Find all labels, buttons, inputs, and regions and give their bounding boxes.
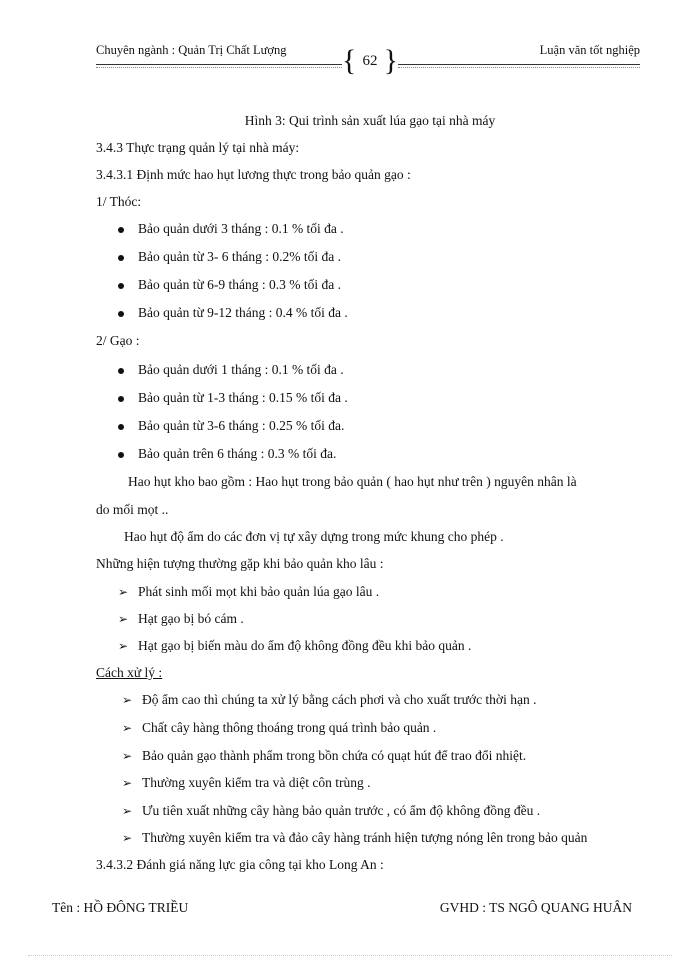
page-number: 62	[362, 53, 378, 69]
bullet-icon	[118, 368, 124, 374]
handling-heading: Cách xử lý :	[96, 665, 163, 680]
footer-rule	[28, 955, 672, 956]
header-left: Chuyên ngành : Quản Trị Chất Lượng	[96, 43, 287, 57]
list-item: Độ ẩm cao thì chúng ta xử lý bằng cách phơi và cho xuất trước thời hạn .	[142, 692, 537, 707]
section-3-4-3-2: 3.4.3.2 Đánh giá năng lực gia công tại kho Long An :	[96, 857, 384, 872]
list-item: Hạt gạo bị biến màu do ẩm độ không đồng đều khi bảo quản .	[138, 638, 472, 653]
list-item: Ưu tiên xuất những cây hàng bảo quản trước , có ẩm độ không đồng đều .	[142, 803, 541, 818]
list-item: Thường xuyên kiểm tra và đảo cây hàng tránh hiện tượng nóng lên trong bảo quản	[142, 830, 588, 845]
bullet-icon	[118, 283, 124, 289]
bullet-icon	[118, 452, 124, 458]
list-item: Bảo quản từ 3-6 tháng : 0.25 % tối đa.	[138, 418, 345, 433]
arrow-bullet-icon: ➢	[118, 612, 129, 626]
arrow-bullet-icon: ➢	[118, 585, 129, 599]
list-item: Bảo quản từ 1-3 tháng : 0.15 % tối đa .	[138, 390, 348, 405]
thoc-heading: 1/ Thóc:	[96, 194, 142, 209]
arrow-bullet-icon: ➢	[122, 831, 133, 845]
list-item: Hạt gạo bị bó cám .	[138, 611, 244, 626]
paragraph-loss-line1: Hao hụt kho bao gồm : Hao hụt trong bảo quản ( hao hụt như trên ) nguyên nhân là	[128, 474, 577, 489]
footer-advisor: GVHD : TS NGÔ QUANG HUÂN	[439, 900, 632, 915]
paragraph-loss-line2: do mối mọt ..	[96, 502, 169, 517]
header-rule-right	[398, 64, 640, 65]
figure-caption: Hình 3: Qui trình sản xuất lúa gạo tại nhà máy	[244, 113, 496, 128]
header-right: Luận văn tốt nghiệp	[539, 43, 640, 57]
bullet-icon	[118, 227, 124, 233]
list-item: Bảo quản trên 6 tháng : 0.3 % tối đa.	[138, 446, 337, 461]
arrow-bullet-icon: ➢	[122, 693, 133, 707]
page-number-box	[342, 44, 398, 78]
arrow-bullet-icon: ➢	[122, 721, 133, 735]
arrow-bullet-icon: ➢	[122, 804, 133, 818]
footer-author: Tên : HỒ ĐÔNG TRIỀU	[52, 900, 189, 915]
arrow-bullet-icon: ➢	[118, 639, 129, 653]
list-item: Phát sinh mối mọt khi bảo quản lúa gạo lâu .	[138, 584, 380, 599]
bullet-icon	[118, 396, 124, 402]
list-item: Bảo quản từ 3- 6 tháng : 0.2% tối đa .	[138, 249, 342, 264]
list-item: Bảo quản gạo thành phẩm trong bồn chứa có quạt hút để trao đổi nhiệt.	[142, 748, 527, 763]
list-item: Bảo quản dưới 3 tháng : 0.1 % tối đa .	[138, 221, 344, 236]
list-item: Bảo quản từ 9-12 tháng : 0.4 % tối đa .	[138, 305, 348, 320]
bullet-icon	[118, 255, 124, 261]
bullet-icon	[118, 311, 124, 317]
gao-heading: 2/ Gạo :	[96, 333, 140, 348]
left-brace-icon: {	[342, 44, 357, 77]
list-item: Thường xuyên kiểm tra và diệt côn trùng .	[142, 775, 371, 790]
right-brace-icon: }	[383, 44, 398, 77]
arrow-bullet-icon: ➢	[122, 776, 133, 790]
list-item: Chất cây hàng thông thoáng trong quá trình bảo quản .	[142, 720, 437, 735]
list-item: Bảo quản dưới 1 tháng : 0.1 % tối đa .	[138, 362, 344, 377]
list-item: Bảo quản từ 6-9 tháng : 0.3 % tối đa .	[138, 277, 342, 292]
header-rule-left	[96, 64, 342, 65]
section-3-4-3-1: 3.4.3.1 Định mức hao hụt lương thực trong bảo quản gạo :	[96, 167, 411, 182]
phenomena-heading: Những hiện tượng thường gặp khi bảo quản kho lâu :	[96, 556, 384, 571]
arrow-bullet-icon: ➢	[122, 749, 133, 763]
section-3-4-3: 3.4.3 Thực trạng quản lý tại nhà máy:	[96, 140, 300, 155]
paragraph-moisture: Hao hụt độ ẩm do các đơn vị tự xây dựng trong mức khung cho phép .	[124, 529, 504, 544]
bullet-icon	[118, 424, 124, 430]
